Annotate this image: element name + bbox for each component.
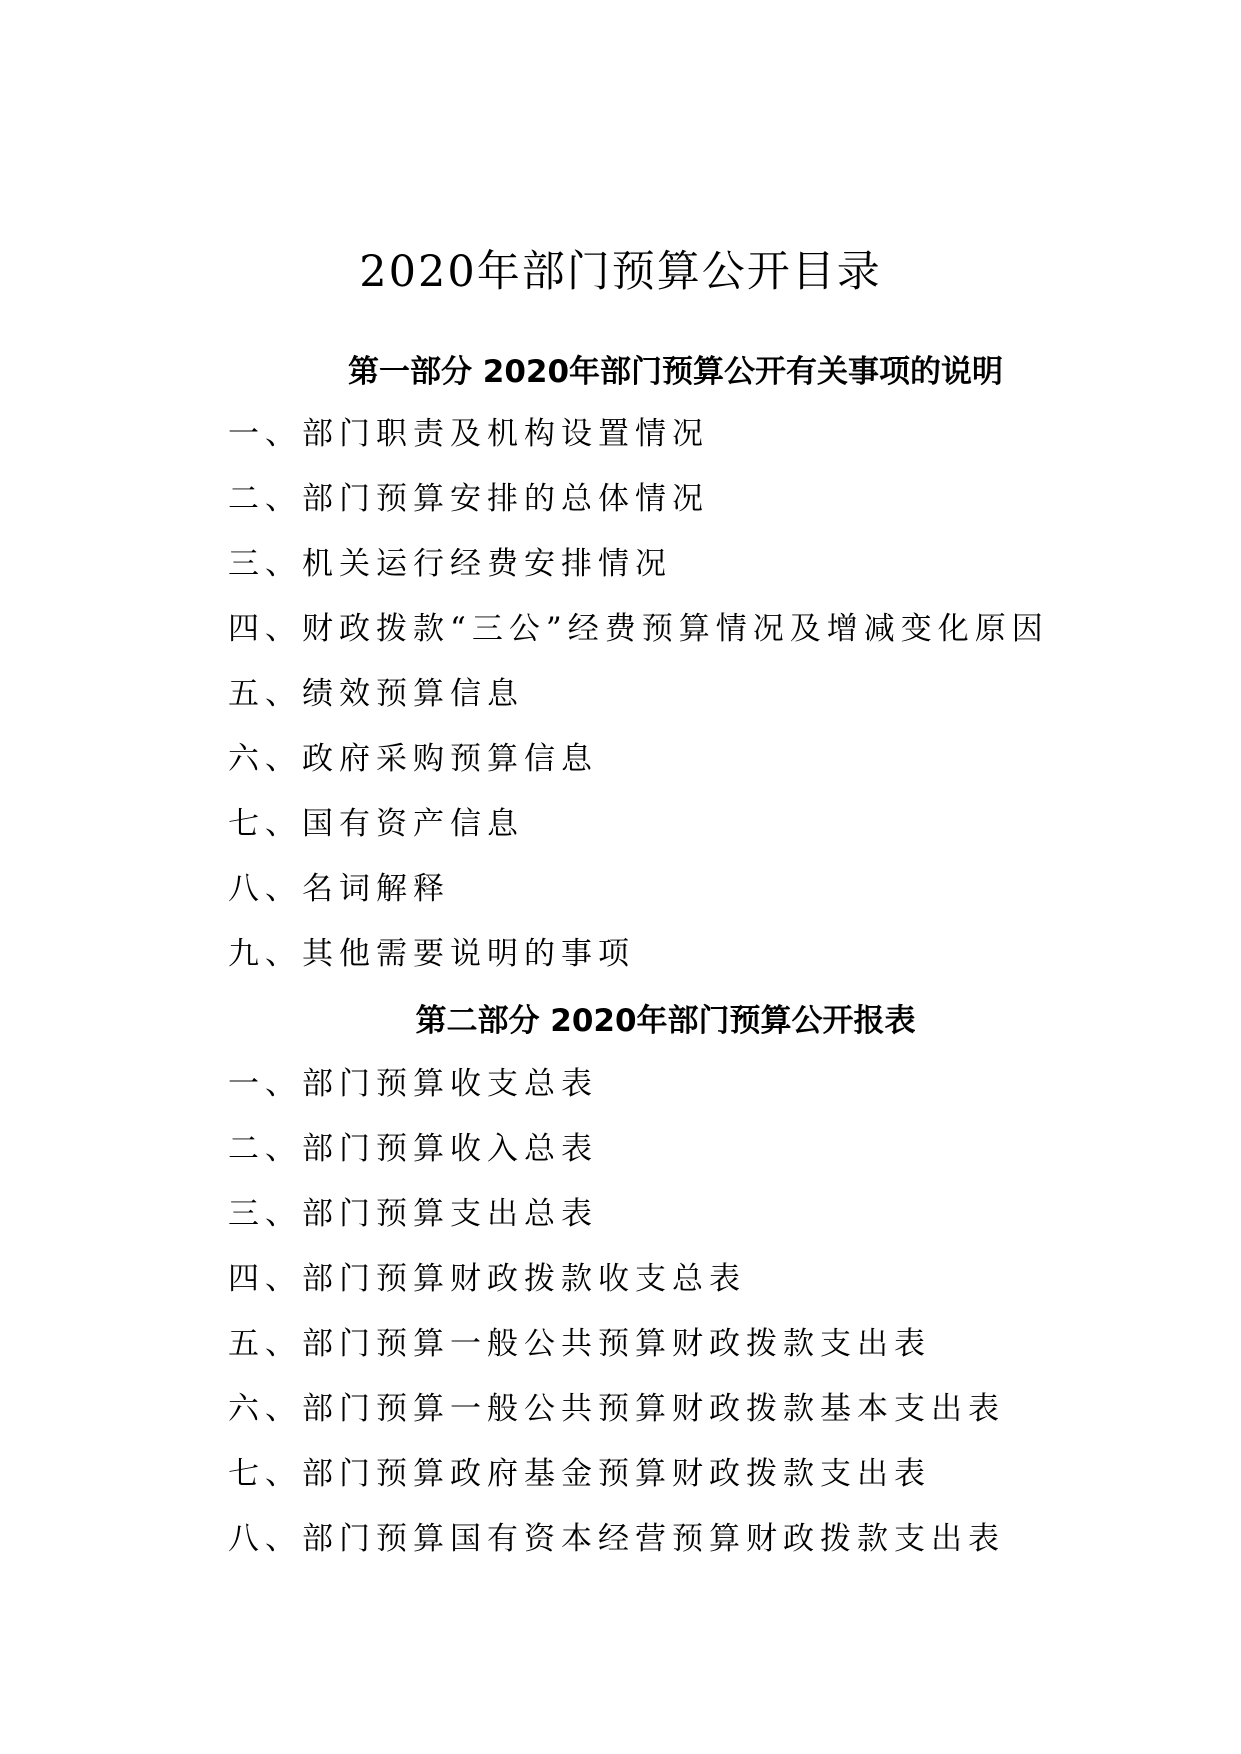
- toc-item: 七、国有资产信息: [228, 806, 524, 842]
- toc-item: 五、部门预算一般公共预算财政拨款支出表: [228, 1326, 931, 1362]
- part2-toc-list: [228, 1062, 1005, 1582]
- toc-item: 二、部门预算收入总表: [228, 1131, 598, 1167]
- toc-item: 一、部门职责及机构设置情况: [228, 416, 709, 452]
- toc-item: 八、部门预算国有资本经营预算财政拨款支出表: [228, 1521, 1005, 1557]
- page-title: 2020年部门预算公开目录: [359, 246, 882, 297]
- toc-item: 四、财政拨款“三公”经费预算情况及增减变化原因: [228, 611, 1049, 647]
- toc-item: 三、机关运行经费安排情况: [228, 546, 672, 582]
- toc-item: 五、绩效预算信息: [228, 676, 524, 712]
- toc-item: 六、部门预算一般公共预算财政拨款基本支出表: [228, 1391, 1005, 1427]
- toc-item: 四、部门预算财政拨款收支总表: [228, 1261, 746, 1297]
- toc-item: 九、其他需要说明的事项: [228, 936, 635, 972]
- toc-item: 六、政府采购预算信息: [228, 741, 598, 777]
- toc-item: 二、部门预算安排的总体情况: [228, 481, 709, 517]
- part1-heading: 第一部分 2020年部门预算公开有关事项的说明: [347, 354, 1004, 390]
- toc-item: 七、部门预算政府基金预算财政拨款支出表: [228, 1456, 931, 1492]
- toc-item: 一、部门预算收支总表: [228, 1066, 598, 1102]
- toc-item: 三、部门预算支出总表: [228, 1196, 598, 1232]
- part1-toc-list: [228, 412, 1049, 997]
- toc-item: 八、名词解释: [228, 871, 450, 907]
- part2-heading: 第二部分 2020年部门预算公开报表: [415, 1003, 916, 1039]
